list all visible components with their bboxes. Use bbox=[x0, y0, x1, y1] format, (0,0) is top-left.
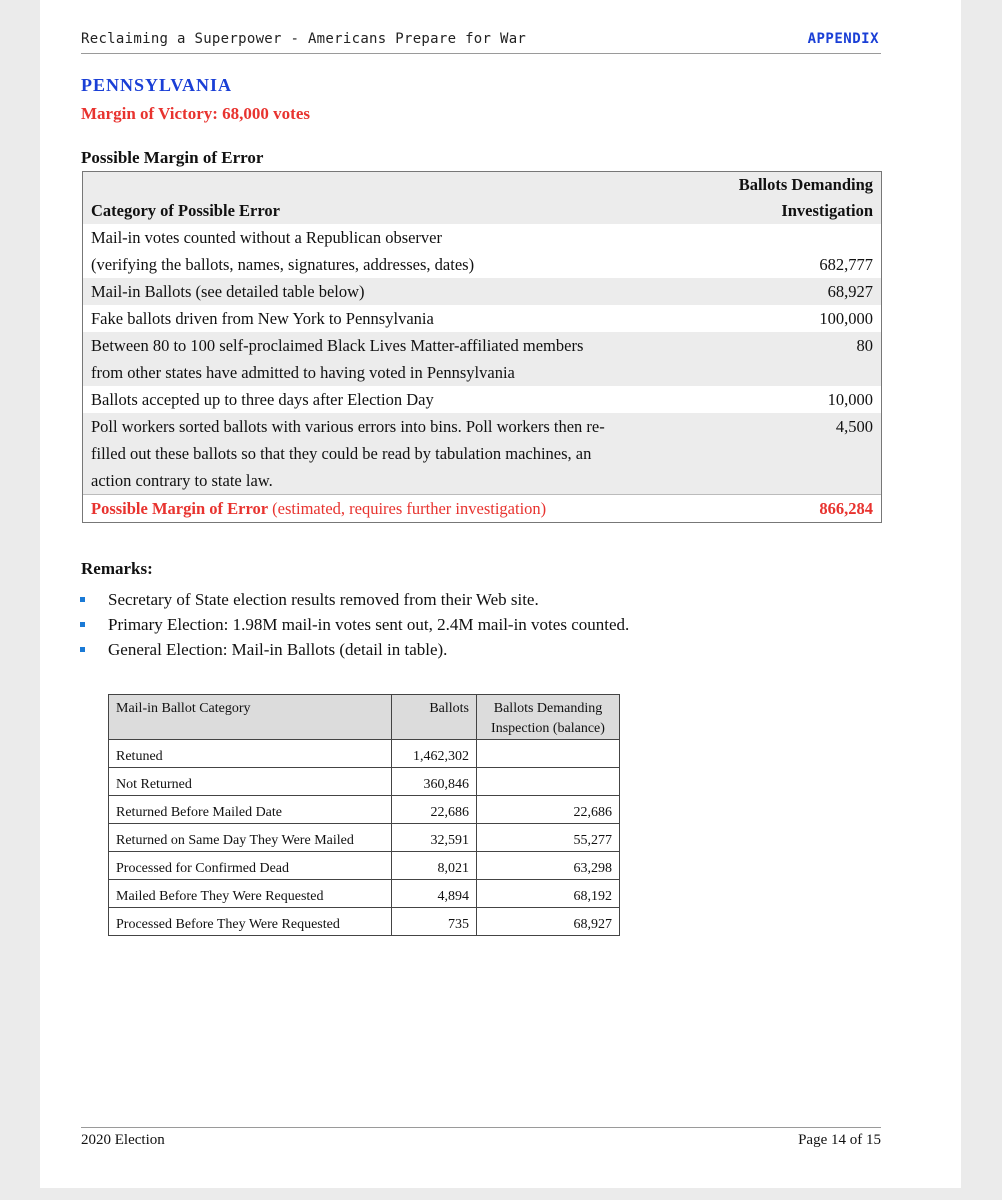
cell-ballots: 1,462,302 bbox=[392, 740, 477, 768]
footer-left: 2020 Election bbox=[81, 1132, 165, 1148]
list-item bbox=[78, 637, 629, 662]
list-item bbox=[78, 612, 629, 637]
row-value: 100,000 bbox=[819, 309, 873, 328]
row-category: Fake ballots driven from New York to Pennsylvania bbox=[91, 309, 434, 328]
remark-text: Secretary of State election results removed from their Web site. bbox=[108, 590, 539, 609]
row-text: action contrary to state law. bbox=[91, 471, 273, 490]
header-category: Category of Possible Error bbox=[91, 201, 280, 220]
row-text: from other states have admitted to having voted in Pennsylvania bbox=[91, 363, 515, 382]
total-label-rest: (estimated, requires further investigation) bbox=[268, 499, 547, 518]
table-row bbox=[109, 768, 620, 796]
possible-error-table bbox=[82, 171, 882, 523]
cell-balance: 68,192 bbox=[477, 880, 620, 908]
header-balance-line2: Inspection (balance) bbox=[491, 721, 605, 736]
cell-category: Mailed Before They Were Requested bbox=[109, 880, 392, 908]
cell-ballots: 8,021 bbox=[392, 852, 477, 880]
margin-of-victory: Margin of Victory: 68,000 votes bbox=[81, 104, 310, 123]
remark-text: Primary Election: 1.98M mail-in votes sent out, 2.4M mail-in votes counted. bbox=[108, 615, 630, 634]
table-header-row bbox=[109, 695, 620, 740]
cell-ballots: 22,686 bbox=[392, 796, 477, 824]
cell-category: Processed for Confirmed Dead bbox=[109, 852, 392, 880]
row-value: 80 bbox=[856, 336, 873, 355]
document-title: Reclaiming a Superpower - Americans Prepare for War bbox=[81, 31, 527, 47]
row-text: Poll workers sorted ballots with various errors into bins. Poll workers then re- bbox=[91, 417, 605, 436]
cell-balance: 22,686 bbox=[477, 796, 620, 824]
table-row bbox=[83, 278, 881, 305]
possible-error-heading: Possible Margin of Error bbox=[81, 148, 264, 167]
row-category bbox=[91, 413, 753, 494]
row-text: (verifying the ballots, names, signatures, addresses, dates) bbox=[91, 255, 475, 274]
header-ballots-line1: Ballots Demanding bbox=[738, 175, 873, 194]
table-row bbox=[109, 740, 620, 768]
row-value: 10,000 bbox=[827, 390, 873, 409]
table-row bbox=[109, 908, 620, 936]
row-category: Mail-in Ballots (see detailed table below) bbox=[91, 282, 365, 301]
cell-category: Processed Before They Were Requested bbox=[109, 908, 392, 936]
bullet-icon bbox=[80, 622, 85, 627]
row-category: Ballots accepted up to three days after Election Day bbox=[91, 390, 434, 409]
remarks-list bbox=[78, 587, 629, 662]
row-text: Mail-in votes counted without a Republican observer bbox=[91, 228, 442, 247]
running-header bbox=[81, 31, 881, 54]
total-value: 866,284 bbox=[819, 499, 873, 518]
page-footer bbox=[81, 1127, 881, 1158]
remark-text: General Election: Mail-in Ballots (detail in table). bbox=[108, 640, 448, 659]
state-heading: PENNSYLVANIA bbox=[81, 75, 233, 95]
list-item bbox=[78, 587, 629, 612]
page-number: Page 14 of 15 bbox=[798, 1132, 881, 1148]
table-row bbox=[109, 852, 620, 880]
cell-category: Returned on Same Day They Were Mailed bbox=[109, 824, 392, 852]
table-row bbox=[83, 305, 881, 332]
mail-in-ballot-table bbox=[108, 694, 620, 936]
cell-balance bbox=[477, 740, 620, 768]
cell-balance: 68,927 bbox=[477, 908, 620, 936]
cell-ballots: 735 bbox=[392, 908, 477, 936]
table-row bbox=[109, 796, 620, 824]
cell-ballots: 32,591 bbox=[392, 824, 477, 852]
total-label-bold: Possible Margin of Error bbox=[91, 499, 269, 518]
row-category bbox=[91, 224, 753, 278]
bullet-icon bbox=[80, 597, 85, 602]
cell-balance: 55,277 bbox=[477, 824, 620, 852]
total-label bbox=[91, 495, 753, 522]
table-row bbox=[109, 824, 620, 852]
table-row bbox=[83, 332, 881, 386]
row-category bbox=[91, 332, 753, 386]
table-total-row bbox=[83, 494, 881, 522]
cell-category: Returned Before Mailed Date bbox=[109, 796, 392, 824]
row-value: 68,927 bbox=[827, 282, 873, 301]
cell-ballots: 4,894 bbox=[392, 880, 477, 908]
table-row bbox=[109, 880, 620, 908]
table-row bbox=[83, 386, 881, 413]
row-value: 4,500 bbox=[835, 417, 873, 436]
header-ballots bbox=[693, 172, 873, 224]
header-balance-line1: Ballots Demanding bbox=[493, 701, 603, 716]
cell-balance: 63,298 bbox=[477, 852, 620, 880]
row-text: Between 80 to 100 self-proclaimed Black Lives Matter-affiliated members bbox=[91, 336, 584, 355]
cell-category: Retuned bbox=[109, 740, 392, 768]
header-ballots-line2: Investigation bbox=[781, 201, 873, 220]
bullet-icon bbox=[80, 647, 85, 652]
row-text: filled out these ballots so that they could be read by tabulation machines, an bbox=[91, 444, 592, 463]
table-header-row bbox=[83, 172, 881, 224]
header-ballots: Ballots bbox=[392, 695, 477, 740]
header-balance bbox=[477, 695, 620, 740]
cell-ballots: 360,846 bbox=[392, 768, 477, 796]
section-label: APPENDIX bbox=[807, 31, 879, 47]
row-value: 682,777 bbox=[819, 255, 873, 274]
remarks-heading: Remarks: bbox=[81, 559, 153, 578]
header-category: Mail-in Ballot Category bbox=[109, 695, 392, 740]
table-row bbox=[83, 413, 881, 494]
table-row bbox=[83, 224, 881, 278]
cell-balance bbox=[477, 768, 620, 796]
cell-category: Not Returned bbox=[109, 768, 392, 796]
